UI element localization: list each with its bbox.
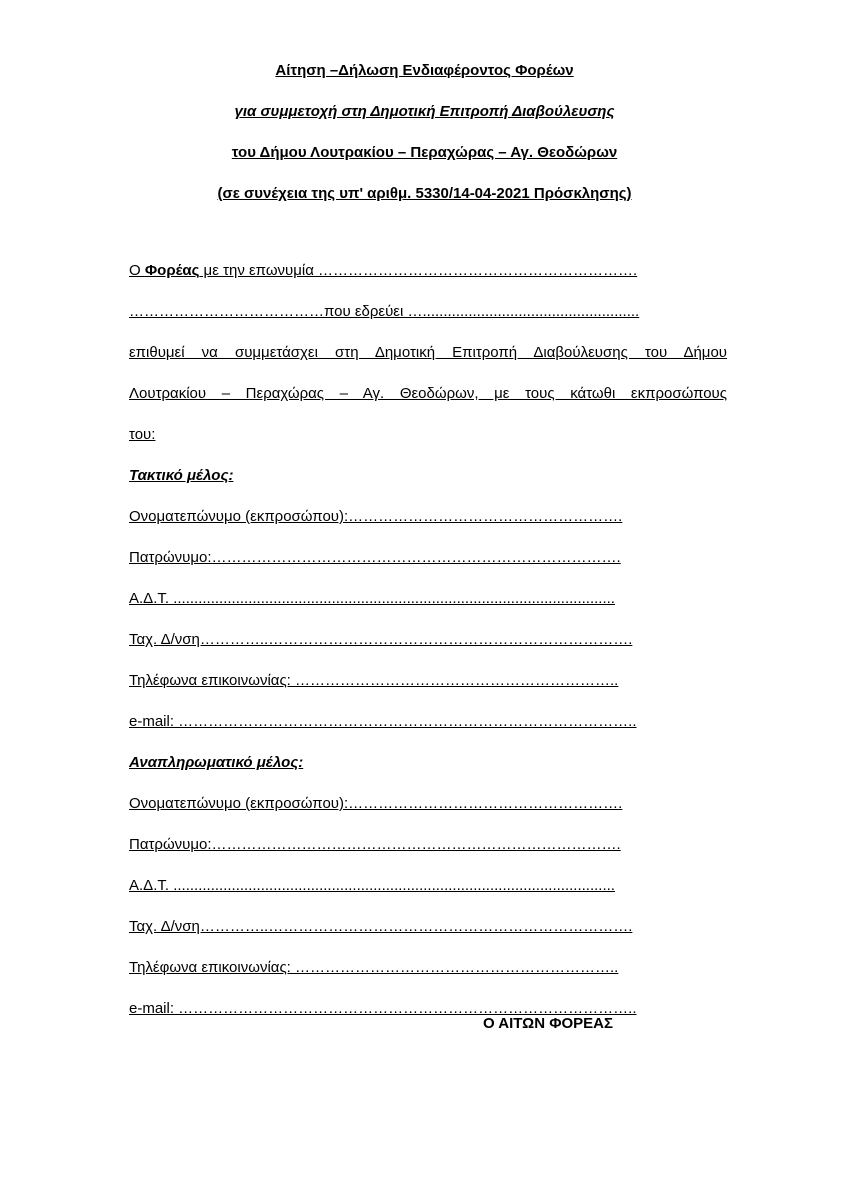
intro-text-line-3: του: [129, 426, 156, 443]
intro-text-line-2: Λουτρακίου – Περαχώρας – Αγ. Θεοδώρων, με τους κάτωθι εκπροσώπους [129, 385, 727, 402]
entity-name-field[interactable]: με την επωνυμία ………………………………………………………. [199, 262, 638, 279]
regular-member-heading: Τακτικό μέλος: [129, 467, 234, 484]
regular-fathername-field[interactable]: Πατρώνυμο:………………………………………………………………………. [129, 549, 621, 566]
alternate-fullname-field[interactable]: Ονοματεπώνυμο (εκπροσώπου):………………………………………………. [129, 795, 623, 812]
alternate-phone-field[interactable]: Τηλέφωνα επικοινωνίας: ……………………………………………………….. [129, 959, 619, 976]
header-subtitle-1: για συμμετοχή στη Δημοτική Επιτροπή Διαβούλευσης [234, 103, 615, 120]
form-body [129, 262, 727, 1041]
alternate-id-field[interactable]: Α.Δ.Τ. .......................................................................................................... [129, 877, 615, 894]
alternate-email-field[interactable]: e-mail: ……………………………………………………………………………….. [129, 1000, 637, 1017]
header-reference: (σε συνέχεια της υπ' αριθμ. 5330/14-04-2021 Πρόσκλησης) [217, 185, 632, 202]
entity-name-line [129, 262, 727, 280]
regular-address-field[interactable]: Ταχ. Δ/νση…………..………………………………………………………………. [129, 631, 633, 648]
regular-email-field[interactable]: e-mail: ……………………………………………………………………………….. [129, 713, 637, 730]
header-subtitle-2: του Δήμου Λουτρακίου – Περαχώρας – Αγ. Θεοδώρων [231, 144, 618, 161]
alternate-address-field[interactable]: Ταχ. Δ/νση…………..………………………………………………………………. [129, 918, 633, 935]
entity-seat-line[interactable]: …………………………………που εδρεύει ….................................................... [129, 303, 640, 320]
intro-text-line-1: επιθυμεί να συμμετάσχει στη Δημοτική Επιτροπή Διαβούλευσης του Δήμου [129, 344, 727, 361]
alternate-fathername-field[interactable]: Πατρώνυμο:………………………………………………………………………. [129, 836, 621, 853]
regular-phone-field[interactable]: Τηλέφωνα επικοινωνίας: ……………………………………………………….. [129, 672, 619, 689]
document-header [0, 62, 849, 226]
intro-foreas: Φορέας [144, 262, 200, 279]
regular-fullname-field[interactable]: Ονοματεπώνυμο (εκπροσώπου):………………………………………………. [129, 508, 623, 525]
alternate-member-heading: Αναπληρωματικό μέλος: [129, 754, 304, 771]
header-title: Αίτηση –Δήλωση Ενδιαφέροντος Φορέων [275, 62, 574, 79]
intro-o: Ο [129, 262, 145, 279]
signature-label: Ο ΑΙΤΩΝ ΦΟΡΕΑΣ [483, 1015, 614, 1032]
regular-id-field[interactable]: Α.Δ.Τ. .......................................................................................................... [129, 590, 615, 607]
